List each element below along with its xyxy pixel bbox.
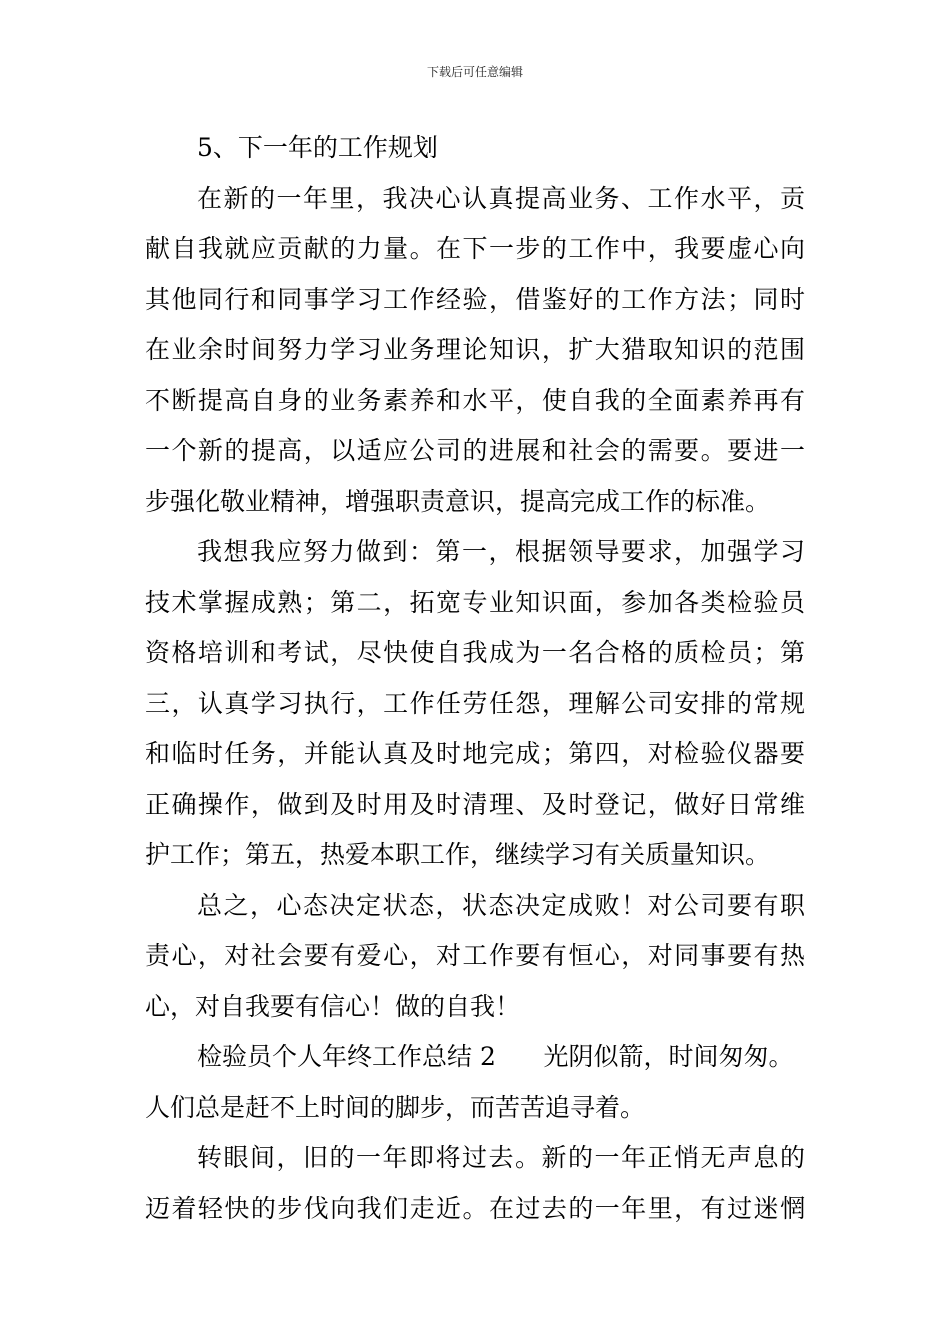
text-line: 护工作；第五，热爱本职工作，继续学习有关质量知识。 [145, 840, 771, 869]
text-line: 一个新的提高，以适应公司的进展和社会的需要。要进一 [145, 436, 805, 465]
text-line: 迈着轻快的步伐向我们走近。在过去的一年里，有过迷惘 [145, 1193, 805, 1223]
text-line: 转眼间，旧的一年即将过去。新的一年正悄无声息的 [197, 1143, 805, 1172]
text-line: 和临时任务，并能认真及时地完成；第四，对检验仪器要 [145, 739, 805, 768]
text-line: 我想我应努力做到：第一，根据领导要求，加强学习 [197, 537, 805, 566]
text-line: 心，对自我要有信心！做的自我！ [145, 991, 521, 1021]
text-line: 正确操作，做到及时用及时清理、及时登记，做好日常维 [145, 789, 805, 819]
text-line: 责心，对社会要有爱心，对工作要有恒心，对同事要有热 [145, 941, 805, 970]
document-body [145, 123, 805, 1234]
text-line: 在新的一年里，我决心认真提高业务、工作水平，贡 [197, 183, 805, 213]
text-line: 5、下一年的工作规划 [197, 133, 438, 162]
text-line: 献自我就应贡献的力量。在下一步的工作中，我要虚心向 [145, 234, 805, 263]
text-line: 资格培训和考试，尽快使自我成为一名合格的质检员；第 [145, 638, 805, 667]
text-lines [145, 123, 805, 1234]
text-line: 步强化敬业精神，增强职责意识，提高完成工作的标准。 [145, 486, 771, 516]
text-line: 三，认真学习执行，工作任劳任怨，理解公司安排的常规 [145, 688, 805, 718]
text-line: 其他同行和同事学习工作经验，借鉴好的工作方法；同时 [145, 284, 805, 314]
text-line: 人们总是赶不上时间的脚步，而苦苦追寻着。 [145, 1092, 646, 1122]
text-line: 检验员个人年终工作总结 2 光阴似箭，时间匆匆。 [197, 1042, 794, 1071]
text-line: 不断提高自身的业务素养和水平，使自我的全面素养再有 [145, 385, 805, 415]
page-header: 下载后可任意编辑 [426, 65, 523, 79]
text-line: 在业余时间努力学习业务理论知识，扩大猎取知识的范围 [145, 335, 805, 364]
text-line: 总之，心态决定状态，状态决定成败！对公司要有职 [197, 890, 805, 920]
text-line: 技术掌握成熟；第二，拓宽专业知识面，参加各类检验员 [145, 587, 805, 617]
